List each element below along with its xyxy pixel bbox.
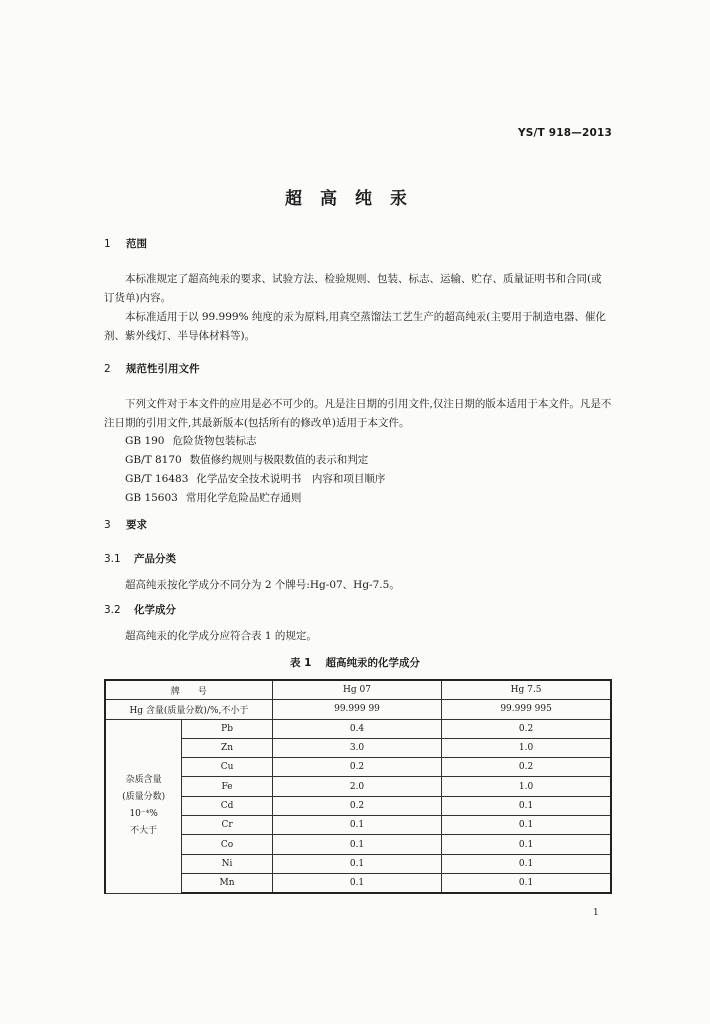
subsection-3-2-heading bbox=[104, 602, 176, 617]
subsection-number: 3.2 bbox=[104, 604, 121, 616]
table-row bbox=[105, 777, 611, 796]
element-cell: Co bbox=[182, 835, 273, 854]
element-cell: Cd bbox=[182, 796, 273, 815]
table-row bbox=[105, 700, 611, 719]
table-cell: 0.1 bbox=[442, 854, 611, 873]
reference-item bbox=[125, 433, 256, 448]
grade-column-header: Hg 7.5 bbox=[442, 680, 611, 700]
table-cell: 0.1 bbox=[272, 873, 441, 893]
reference-item bbox=[125, 490, 301, 505]
standard-code: YS/T 918—2013 bbox=[517, 127, 612, 139]
table-cell: 0.2 bbox=[272, 758, 441, 777]
table-row bbox=[105, 816, 611, 835]
element-cell: Cr bbox=[182, 816, 273, 835]
reference-code: GB 190 bbox=[125, 435, 165, 447]
element-cell: Cu bbox=[182, 758, 273, 777]
reference-item bbox=[125, 452, 368, 467]
section-number: 1 bbox=[104, 238, 111, 250]
table-cell: 99.999 99 bbox=[272, 700, 441, 719]
grade-header: 牌 号 bbox=[105, 680, 272, 700]
table-cell: 0.2 bbox=[442, 758, 611, 777]
table-caption-title: 超高纯汞的化学成分 bbox=[325, 657, 420, 669]
table-header-row bbox=[105, 680, 611, 700]
subsection-3-1-text: 超高纯汞按化学成分不同分为 2 个牌号:Hg-07、Hg-7.5。 bbox=[125, 579, 400, 591]
table-cell: 0.1 bbox=[272, 816, 441, 835]
section-2-heading bbox=[104, 361, 200, 376]
element-cell: Ni bbox=[182, 854, 273, 873]
document-title: 超高纯汞 bbox=[285, 189, 425, 209]
reference-code: GB/T 8170 bbox=[125, 454, 182, 466]
table-row bbox=[105, 835, 611, 854]
impurity-label-line: 10⁻⁴% bbox=[129, 809, 158, 820]
table-row bbox=[105, 738, 611, 757]
element-cell: Pb bbox=[182, 719, 273, 738]
section-number: 2 bbox=[104, 363, 111, 375]
page-number: 1 bbox=[593, 908, 599, 918]
table-cell: 0.1 bbox=[442, 835, 611, 854]
grade-column-header: Hg 07 bbox=[272, 680, 441, 700]
table-cell: 0.1 bbox=[272, 854, 441, 873]
table-row bbox=[105, 719, 611, 738]
table-cell: 1.0 bbox=[442, 777, 611, 796]
section-2-paragraph: 下列文件对于本文件的应用是必不可少的。凡是注日期的引用文件,仅注日期的版本适用于本文件。凡是不注日期的引用文件,其最新版本(包括所有的修改单)适用于本文件。 bbox=[104, 398, 612, 429]
section-title: 要求 bbox=[126, 519, 147, 531]
table-caption-number: 表 1 bbox=[290, 657, 312, 669]
reference-item bbox=[125, 471, 385, 486]
table-cell: 0.1 bbox=[442, 816, 611, 835]
subsection-title: 化学成分 bbox=[134, 604, 176, 616]
table-cell: 0.1 bbox=[442, 796, 611, 815]
section-3-heading bbox=[104, 517, 147, 532]
reference-title: 化学品安全技术说明书 内容和项目顺序 bbox=[196, 473, 386, 485]
section-1-paragraph-2: 本标准适用于以 99.999% 纯度的汞为原料,用真空蒸馏法工艺生产的超高纯汞(主要用于制造电器、催化剂、紫外线灯、半导体材料等)。 bbox=[104, 311, 606, 342]
table-cell: 0.1 bbox=[442, 873, 611, 893]
element-cell: Zn bbox=[182, 738, 273, 757]
section-title: 规范性引用文件 bbox=[126, 363, 200, 375]
table-cell: 0.4 bbox=[272, 719, 441, 738]
section-1-paragraph-1: 本标准规定了超高纯汞的要求、试验方法、检验规则、包装、标志、运输、贮存、质量证明书和合同(或订货单)内容。 bbox=[104, 273, 602, 304]
table-cell: 3.0 bbox=[272, 738, 441, 757]
impurity-label-line: (质量分数) bbox=[122, 792, 166, 803]
table-row bbox=[105, 758, 611, 777]
impurity-label-line: 杂质含量 bbox=[125, 775, 162, 786]
table-caption bbox=[0, 655, 710, 670]
reference-title: 数值修约规则与极限数值的表示和判定 bbox=[189, 454, 369, 466]
subsection-3-1-heading bbox=[104, 551, 176, 566]
reference-code: GB/T 16483 bbox=[125, 473, 189, 485]
section-title: 范围 bbox=[126, 238, 147, 250]
element-cell: Mn bbox=[182, 873, 273, 893]
hg-content-label: Hg 含量(质量分数)/%,不小于 bbox=[105, 700, 272, 719]
reference-title: 危险货物包装标志 bbox=[172, 435, 257, 447]
section-1-heading bbox=[104, 236, 147, 251]
impurity-content-label bbox=[105, 719, 182, 893]
table-cell: 0.2 bbox=[442, 719, 611, 738]
table-cell: 2.0 bbox=[272, 777, 441, 796]
subsection-number: 3.1 bbox=[104, 553, 121, 565]
element-cell: Fe bbox=[182, 777, 273, 796]
section-number: 3 bbox=[104, 519, 111, 531]
table-cell: 1.0 bbox=[442, 738, 611, 757]
chemical-composition-table bbox=[104, 679, 612, 894]
impurity-label-line: 不大于 bbox=[130, 826, 158, 837]
reference-code: GB 15603 bbox=[125, 492, 178, 504]
table-row bbox=[105, 796, 611, 815]
table-row bbox=[105, 873, 611, 893]
table-cell: 0.2 bbox=[272, 796, 441, 815]
table-row bbox=[105, 854, 611, 873]
table-cell: 99.999 995 bbox=[442, 700, 611, 719]
subsection-title: 产品分类 bbox=[134, 553, 176, 565]
reference-title: 常用化学危险品贮存通则 bbox=[185, 492, 302, 504]
subsection-3-2-text: 超高纯汞的化学成分应符合表 1 的规定。 bbox=[125, 630, 317, 642]
table-cell: 0.1 bbox=[272, 835, 441, 854]
